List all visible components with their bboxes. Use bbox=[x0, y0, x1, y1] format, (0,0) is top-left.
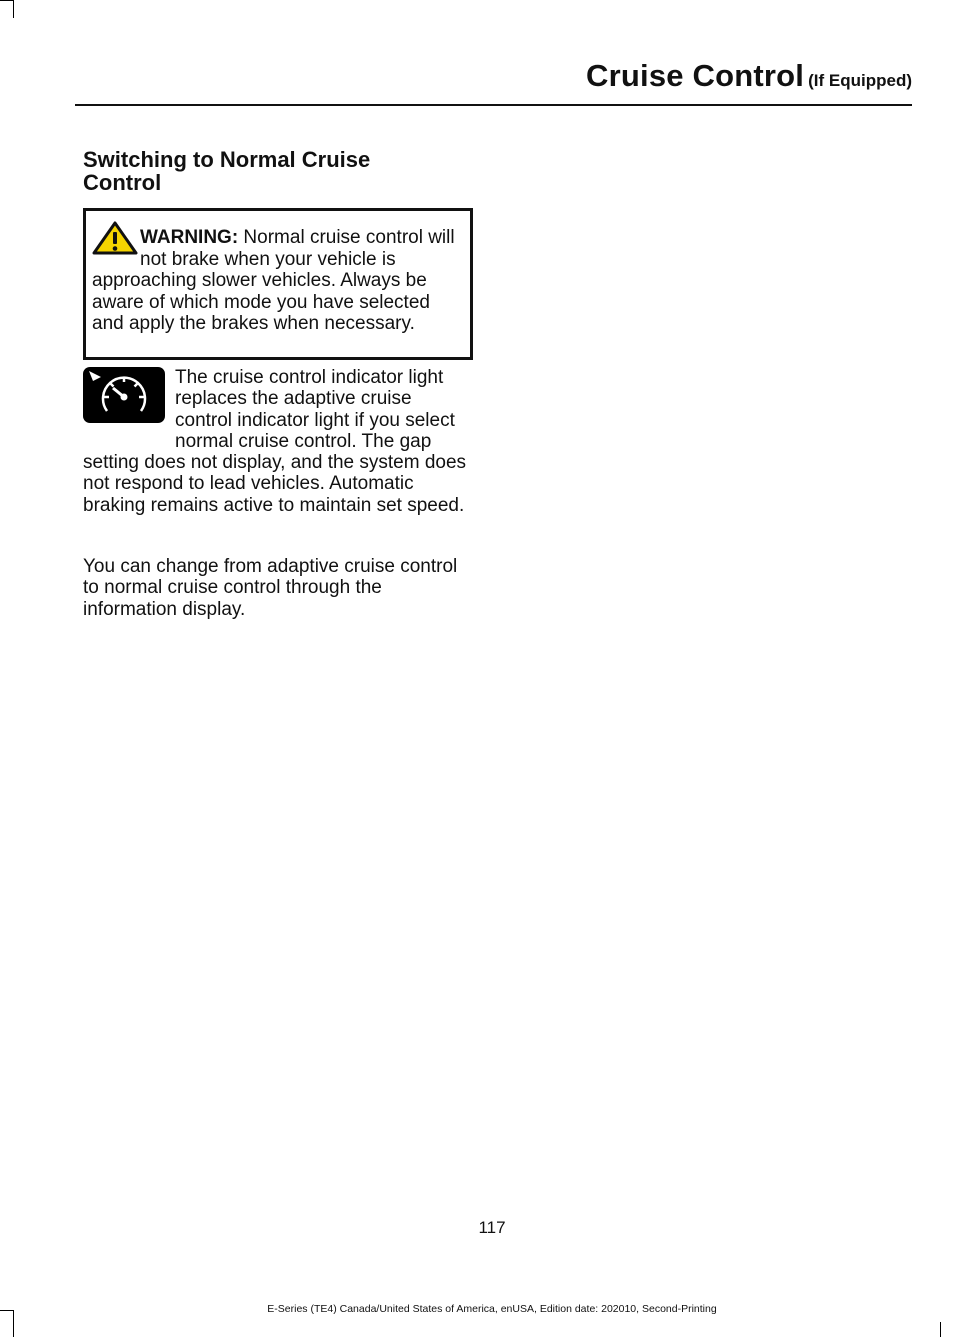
paragraph-change-mode: You can change from adaptive cruise control to normal cruise control through the information display. bbox=[83, 556, 458, 620]
warning-box bbox=[83, 208, 473, 360]
crop-mark bbox=[0, 0, 14, 1]
warning-triangle-icon bbox=[92, 221, 138, 255]
header-title: Cruise Control bbox=[586, 58, 805, 93]
page-header bbox=[0, 58, 912, 94]
paragraph-indicator bbox=[83, 367, 473, 516]
indicator-spacer bbox=[83, 367, 175, 431]
paragraph-indicator-text: The cruise control indicator light replaces the adaptive cruise control indicator light if you select normal cruise control. The gap setting does not display, and the system does not respond to lead vehicles. Automatic braking remains active to maintain set speed. bbox=[83, 367, 467, 516]
crop-mark bbox=[940, 1322, 941, 1337]
page-footer: E-Series (TE4) Canada/United States of America, enUSA, Edition date: 202010, Second-Printing bbox=[267, 1303, 717, 1315]
header-subtitle: (If Equipped) bbox=[808, 71, 912, 90]
page-number: 117 bbox=[478, 1218, 506, 1237]
warning-label: WARNING: bbox=[140, 227, 239, 248]
header-rule bbox=[75, 104, 912, 106]
warning-text: Normal cruise control will not brake when your vehicle is approaching slower vehicles. Always be aware of which mode you have selected and apply the brakes when necessary. bbox=[92, 227, 455, 334]
section-heading: Switching to Normal Cruise Control bbox=[83, 147, 371, 195]
crop-mark bbox=[13, 0, 14, 18]
